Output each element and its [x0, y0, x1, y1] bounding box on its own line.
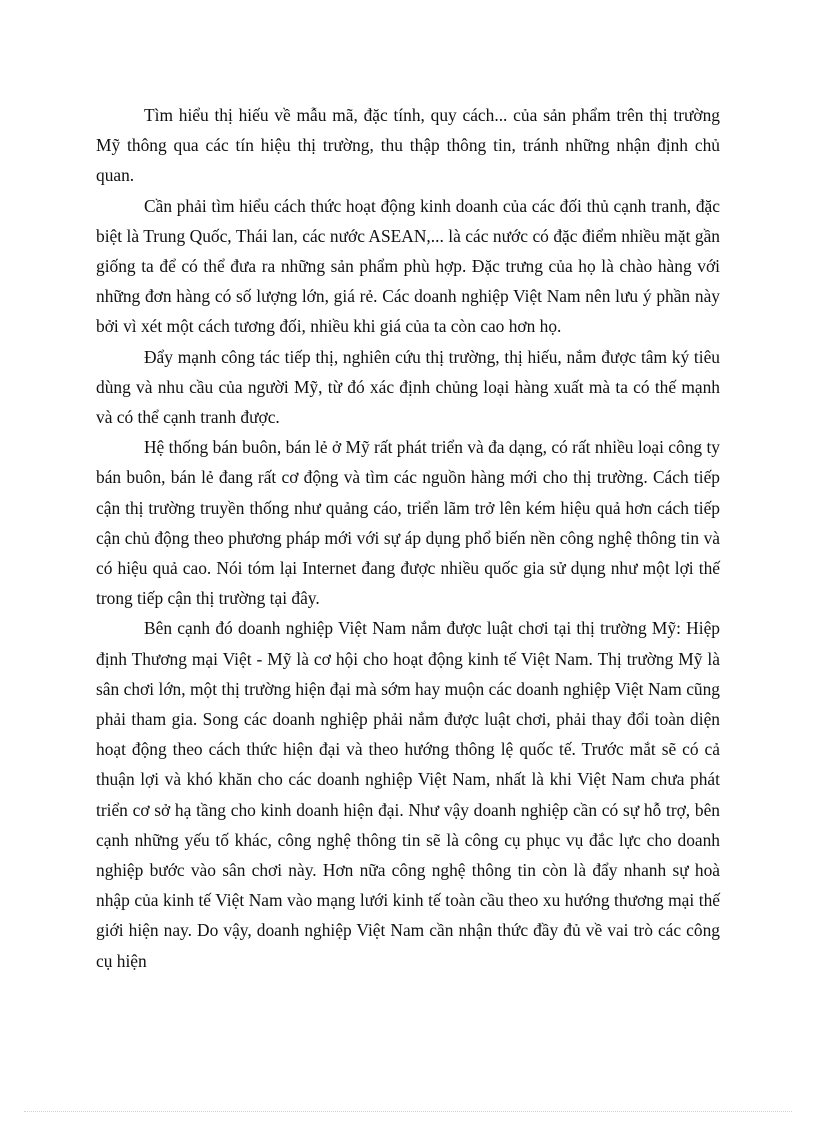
page-bottom-divider: [24, 1111, 792, 1112]
paragraph-5: Bên cạnh đó doanh nghiệp Việt Nam nắm được luật chơi tại thị trường Mỹ: Hiệp định Thương mại Việt - Mỹ là cơ hội cho hoạt động kinh tế Việt Nam. Thị trường Mỹ là sân chơi lớn, một thị trường hiện đại mà sớm hay muộn các doanh nghiệp Việt Nam cũng phải tham gia. Song các doanh nghiệp phải nắm được luật chơi, phải thay đổi toàn diện hoạt động theo cách thức hiện đại và theo hướng thông lệ quốc tế. Trước mắt sẽ có cả thuận lợi và khó khăn cho các doanh nghiệp Việt Nam, nhất là khi Việt Nam chưa phát triển cơ sở hạ tầng cho kinh doanh hiện đại. Như vậy doanh nghiệp cần có sự hỗ trợ, bên cạnh những yếu tố khác, công nghệ thông tin sẽ là công cụ phục vụ đắc lực cho doanh nghiệp bước vào sân chơi này. Hơn nữa công nghệ thông tin còn là đẩy nhanh sự hoà nhập của kinh tế Việt Nam vào mạng lưới kinh tế toàn cầu theo xu hướng thương mại thế giới hiện nay. Do vậy, doanh nghiệp Việt Nam cần nhận thức đầy đủ về vai trò các công cụ hiện: [96, 618, 720, 971]
paragraph-4: Hệ thống bán buôn, bán lẻ ở Mỹ rất phát triển và đa dạng, có rất nhiều loại công ty bán buôn, bán lẻ đang rất cơ động và tìm các nguồn hàng mới cho thị trường. Cách tiếp cận thị trường truyền thống như quảng cáo, triển lãm trở lên kém hiệu quả hơn cách tiếp cận chủ động theo phương pháp mới với sự áp dụng phổ biến nền công nghệ thông tin và có hiệu quả cao. Nói tóm lại Internet đang được nhiều quốc gia sử dụng như một lợi thế trong tiếp cận thị trường tại đây.: [96, 437, 720, 609]
paragraph-3: Đẩy mạnh công tác tiếp thị, nghiên cứu thị trường, thị hiếu, nắm được tâm ký tiêu dùng và nhu cầu của người Mỹ, từ đó xác định chủng loại hàng xuất mà ta có thế mạnh và có thể cạnh tranh được.: [96, 346, 720, 428]
paragraph-1: Tìm hiểu thị hiếu về mẫu mã, đặc tính, quy cách... của sản phẩm trên thị trường Mỹ thông qua các tín hiệu thị trường, thu thập thông tin, tránh những nhận định chủ quan.: [96, 105, 720, 186]
body-text: [96, 100, 720, 976]
paragraph-2: Cần phải tìm hiểu cách thức hoạt động kinh doanh của các đối thủ cạnh tranh, đặc biệt là Trung Quốc, Thái lan, các nước ASEAN,... là các nước có đặc điểm nhiều mặt gần giống ta để có thể đưa ra những sản phẩm phù hợp. Đặc trưng của họ là chào hàng với những đơn hàng có số lượng lớn, giá rẻ. Các doanh nghiệp Việt Nam nên lưu ý phần này bởi vì xét một cách tương đối, nhiều khi giá của ta còn cao hơn họ.: [96, 195, 720, 337]
